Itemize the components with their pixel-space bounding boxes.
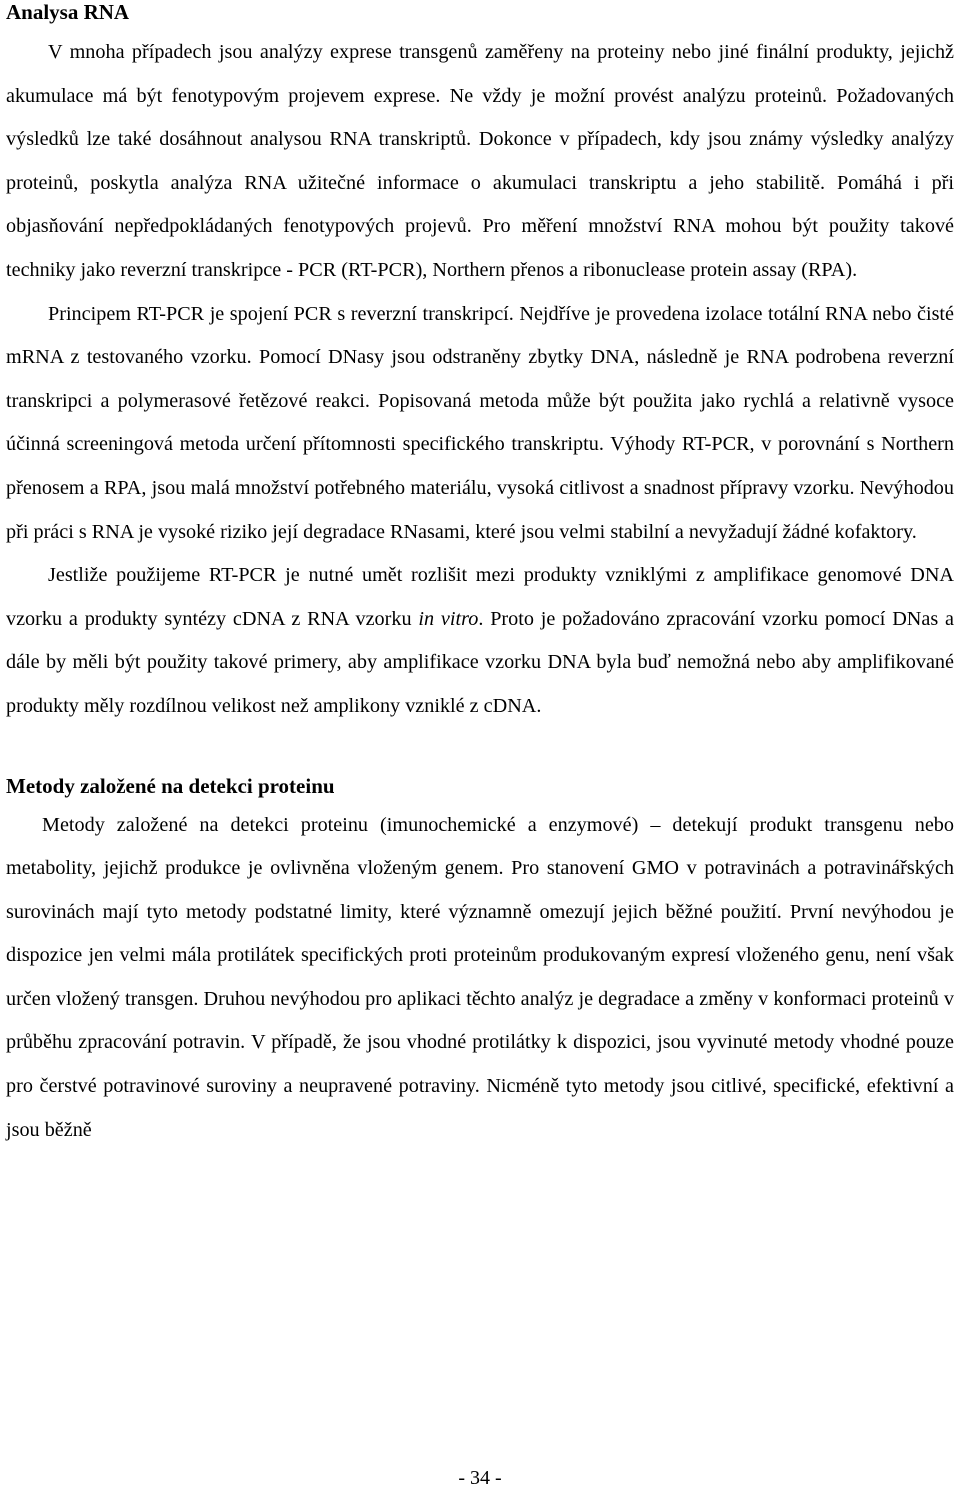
- paragraph-rna-intro: V mnoha případech jsou analýzy exprese transgenů zaměřeny na proteiny nebo jiné finální produkty, jejichž akumulace má být fenotypovým projevem exprese. Ne vždy je možní provést analýzu proteinů. Požadovaných výsledků lze také dosáhnout analysou RNA transkriptů. Dokonce v případech, kdy jsou známy výsledky analýzy proteinů, poskytla analýza RNA užitečné informace o akumulaci transkriptu a jeho stabilitě. Pomáhá i při objasňování nepředpokládaných fenotypových projevů. Pro měření množství RNA mohou být použity takové techniky jako reverzní transkripce - PCR (RT-PCR), Northern přenos a ribonuclease protein assay (RPA).: [6, 41, 954, 281]
- paragraph-rt-pcr-distinction: [6, 554, 954, 728]
- italic-term: in vitro: [418, 607, 479, 630]
- section-heading-protein-methods: Metody založené na detekci proteinu: [6, 773, 335, 798]
- paragraph-rt-pcr-principle: Principem RT-PCR je spojení PCR s reverzní transkripcí. Nejdříve je provedena izolace totální RNA nebo čisté mRNA z testovaného vzorku. Pomocí DNasy jsou odstraněny zbytky DNA, následně je RNA podrobena reverzní transkripci a polymerasové řetězové reakci. Popisovaná metoda může být použita jako rychlá a relativně vysoce účinná screeningová metoda určení přítomnosti specifického transkriptu. Výhody RT-PCR, v porovnání s Northern přenosem a RPA, jsou malá množství potřebného materiálu, vysoká citlivost a snadnost přípravy vzorku. Nevýhodou při práci s RNA je vysoké riziko její degradace RNasami, které jsou velmi stabilní a nevyžadují žádné kofaktory.: [6, 302, 954, 543]
- document-page: [6, 0, 954, 1152]
- section-heading-rna-analysis: Analysa RNA: [6, 0, 130, 24]
- paragraph-text-part: Jestliže použijeme RT-PCR je nutné umět rozlišit mezi produkty vzniklými z amplifikace genomové DNA vzorku a produkty syntézy cDNA z RNA vzorku: [6, 564, 954, 630]
- paragraph-protein-methods: Metody založené na detekci proteinu (imunochemické a enzymové) – detekují produkt transgenu nebo metabolity, jejichž produkce je ovlivněna vloženým genem. Pro stanovení GMO v potravinách a potravinářských surovinách mají tyto metody podstatné limity, které významně omezují jejich běžné použití. První nevýhodou je dispozice jen velmi mála protilátek specifických proti proteinům produkovaným expresí vloženého genu, není však určen vložený transgen. Druhou nevýhodou pro aplikaci těchto analýz je degradace a změny v konformaci proteinů v průběhu zpracování potravin. V případě, že jsou vhodné protilátky k dispozici, jsou vyvinuté metody vhodné pouze pro čerstvé potravinové suroviny a neupravené potraviny. Nicméně tyto metody jsou citlivé, specifické, efektivní a jsou běžně: [6, 813, 954, 1141]
- paragraph-text-part: . Proto je požadováno zpracování vzorku pomocí DNas a dále by měli být použity takové primery, aby amplifikace vzorku DNA byla buď nemožná nebo aby amplifikované produkty měly rozdílnou velikost než amplikony vzniklé z cDNA.: [6, 607, 954, 717]
- page-number: - 34 -: [458, 1467, 502, 1489]
